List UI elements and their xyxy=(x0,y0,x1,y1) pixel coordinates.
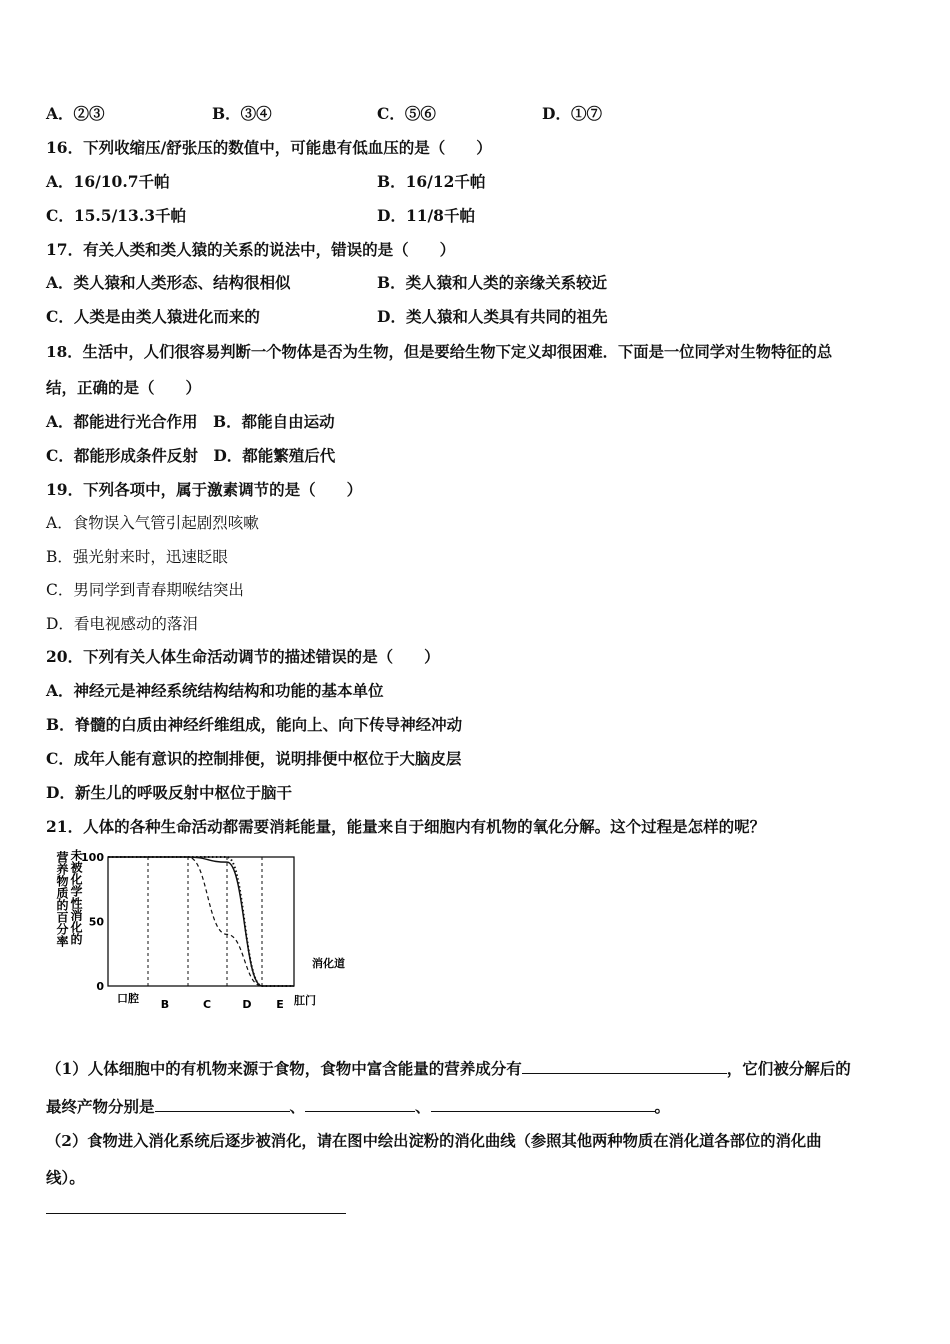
answer-blank-product-1[interactable] xyxy=(155,1097,290,1112)
q18-options-row1: A．都能进行光合作用 B．都能自由运动 xyxy=(46,412,335,431)
q20-option-b: B．脊髓的白质由神经纤维组成，能向上、向下传导神经冲动 xyxy=(46,715,463,734)
chart-xtick-label: 肛门 xyxy=(294,994,316,1007)
chart-xlabel: 消化道 xyxy=(312,957,345,970)
q17-option-c: C．人类是由类人猿进化而来的 xyxy=(46,307,260,326)
q21-sub1-line1: （1）人体细胞中的有机物来源于食物，食物中富含能量的营养成分有 ，它们被分解后的 xyxy=(46,1059,851,1078)
q16-option-d: D．11/8千帕 xyxy=(377,206,475,225)
chart-ylabel-right: 未被化学性消化的 xyxy=(69,849,83,945)
q21-sub2-line2: 线）。 xyxy=(46,1168,85,1187)
chart-series-solid xyxy=(108,857,294,986)
q15-option-a: A．②③ xyxy=(46,104,105,123)
q18-stem-line2: 结，正确的是（ ） xyxy=(46,378,202,397)
chart-xtick-label: C xyxy=(202,998,212,1011)
chart-plot-frame xyxy=(108,857,294,986)
answer-line-drawing[interactable] xyxy=(46,1213,346,1214)
q16-option-b: B．16/12千帕 xyxy=(377,172,486,191)
digestion-chart xyxy=(46,845,366,1020)
chart-series-dotted xyxy=(108,857,294,986)
q20-option-c: C．成年人能有意识的控制排便，说明排便中枢位于大脑皮层 xyxy=(46,749,462,768)
answer-blank-nutrients[interactable] xyxy=(522,1059,727,1074)
q17-stem: 17．有关人类和类人猿的关系的说法中，错误的是（ ） xyxy=(46,240,456,259)
q15-option-c: C．⑤⑥ xyxy=(377,104,436,123)
q19-option-a: A．食物误入气管引起剧烈咳嗽 xyxy=(46,514,259,532)
answer-blank-product-2[interactable] xyxy=(305,1097,415,1112)
q15-option-d: D．①⑦ xyxy=(542,104,602,123)
q18-stem-line1: 18．生活中，人们很容易判断一个物体是否为生物，但是要给生物下定义却很困难．下面是一位同学对生物特征的总 xyxy=(46,343,833,361)
chart-xtick-label: D xyxy=(242,998,252,1011)
q21-stem: 21．人体的各种生命活动都需要消耗能量，能量来自于细胞内有机物的氧化分解。这个过程是怎样的呢？ xyxy=(46,817,766,836)
chart-xtick-label: E xyxy=(276,998,284,1011)
q19-option-d: D．看电视感动的落泪 xyxy=(46,615,198,633)
q19-option-c: C．男同学到青春期喉结突出 xyxy=(46,581,244,599)
chart-ylabel-left: 营养物质的百分率 xyxy=(55,851,69,947)
q15-option-b: B．③④ xyxy=(212,104,272,123)
q20-option-d: D．新生儿的呼吸反射中枢位于脑干 xyxy=(46,783,292,802)
q20-stem: 20．下列有关人体生命活动调节的描述错误的是（ ） xyxy=(46,647,440,666)
q17-option-d: D．类人猿和人类具有共同的祖先 xyxy=(377,307,608,326)
chart-ytick-label: 0 xyxy=(96,980,104,993)
q18-options-row2: C．都能形成条件反射 D．都能繁殖后代 xyxy=(46,446,336,465)
chart-ytick-label: 50 xyxy=(88,915,104,929)
q21-sub1-line2: 最终产物分别是 、 、 。 xyxy=(46,1097,671,1116)
answer-blank-product-3[interactable] xyxy=(431,1097,655,1112)
q19-stem: 19．下列各项中，属于激素调节的是（ ） xyxy=(46,480,363,499)
chart-series-dashed xyxy=(108,857,294,986)
q17-option-b: B．类人猿和人类的亲缘关系较近 xyxy=(377,273,608,292)
q19-option-b: B．强光射来时，迅速眨眼 xyxy=(46,548,228,566)
q16-stem: 16．下列收缩压/舒张压的数值中，可能患有低血压的是（ ） xyxy=(46,138,492,157)
q20-option-a: A．神经元是神经系统结构结构和功能的基本单位 xyxy=(46,681,384,700)
q17-option-a: A．类人猿和人类形态、结构很相似 xyxy=(46,273,291,292)
chart-xtick-label: B xyxy=(160,998,170,1011)
chart-xtick-label: 口腔 xyxy=(117,992,139,1005)
q21-sub2-line1: （2）食物进入消化系统后逐步被消化，请在图中绘出淀粉的消化曲线（参照其他两种物质在消化道各部位的消化曲 xyxy=(46,1132,822,1150)
chart-ytick-label: 100 xyxy=(81,851,104,864)
q16-option-a: A．16/10.7千帕 xyxy=(46,172,170,191)
q16-option-c: C．15.5/13.3千帕 xyxy=(46,206,187,225)
